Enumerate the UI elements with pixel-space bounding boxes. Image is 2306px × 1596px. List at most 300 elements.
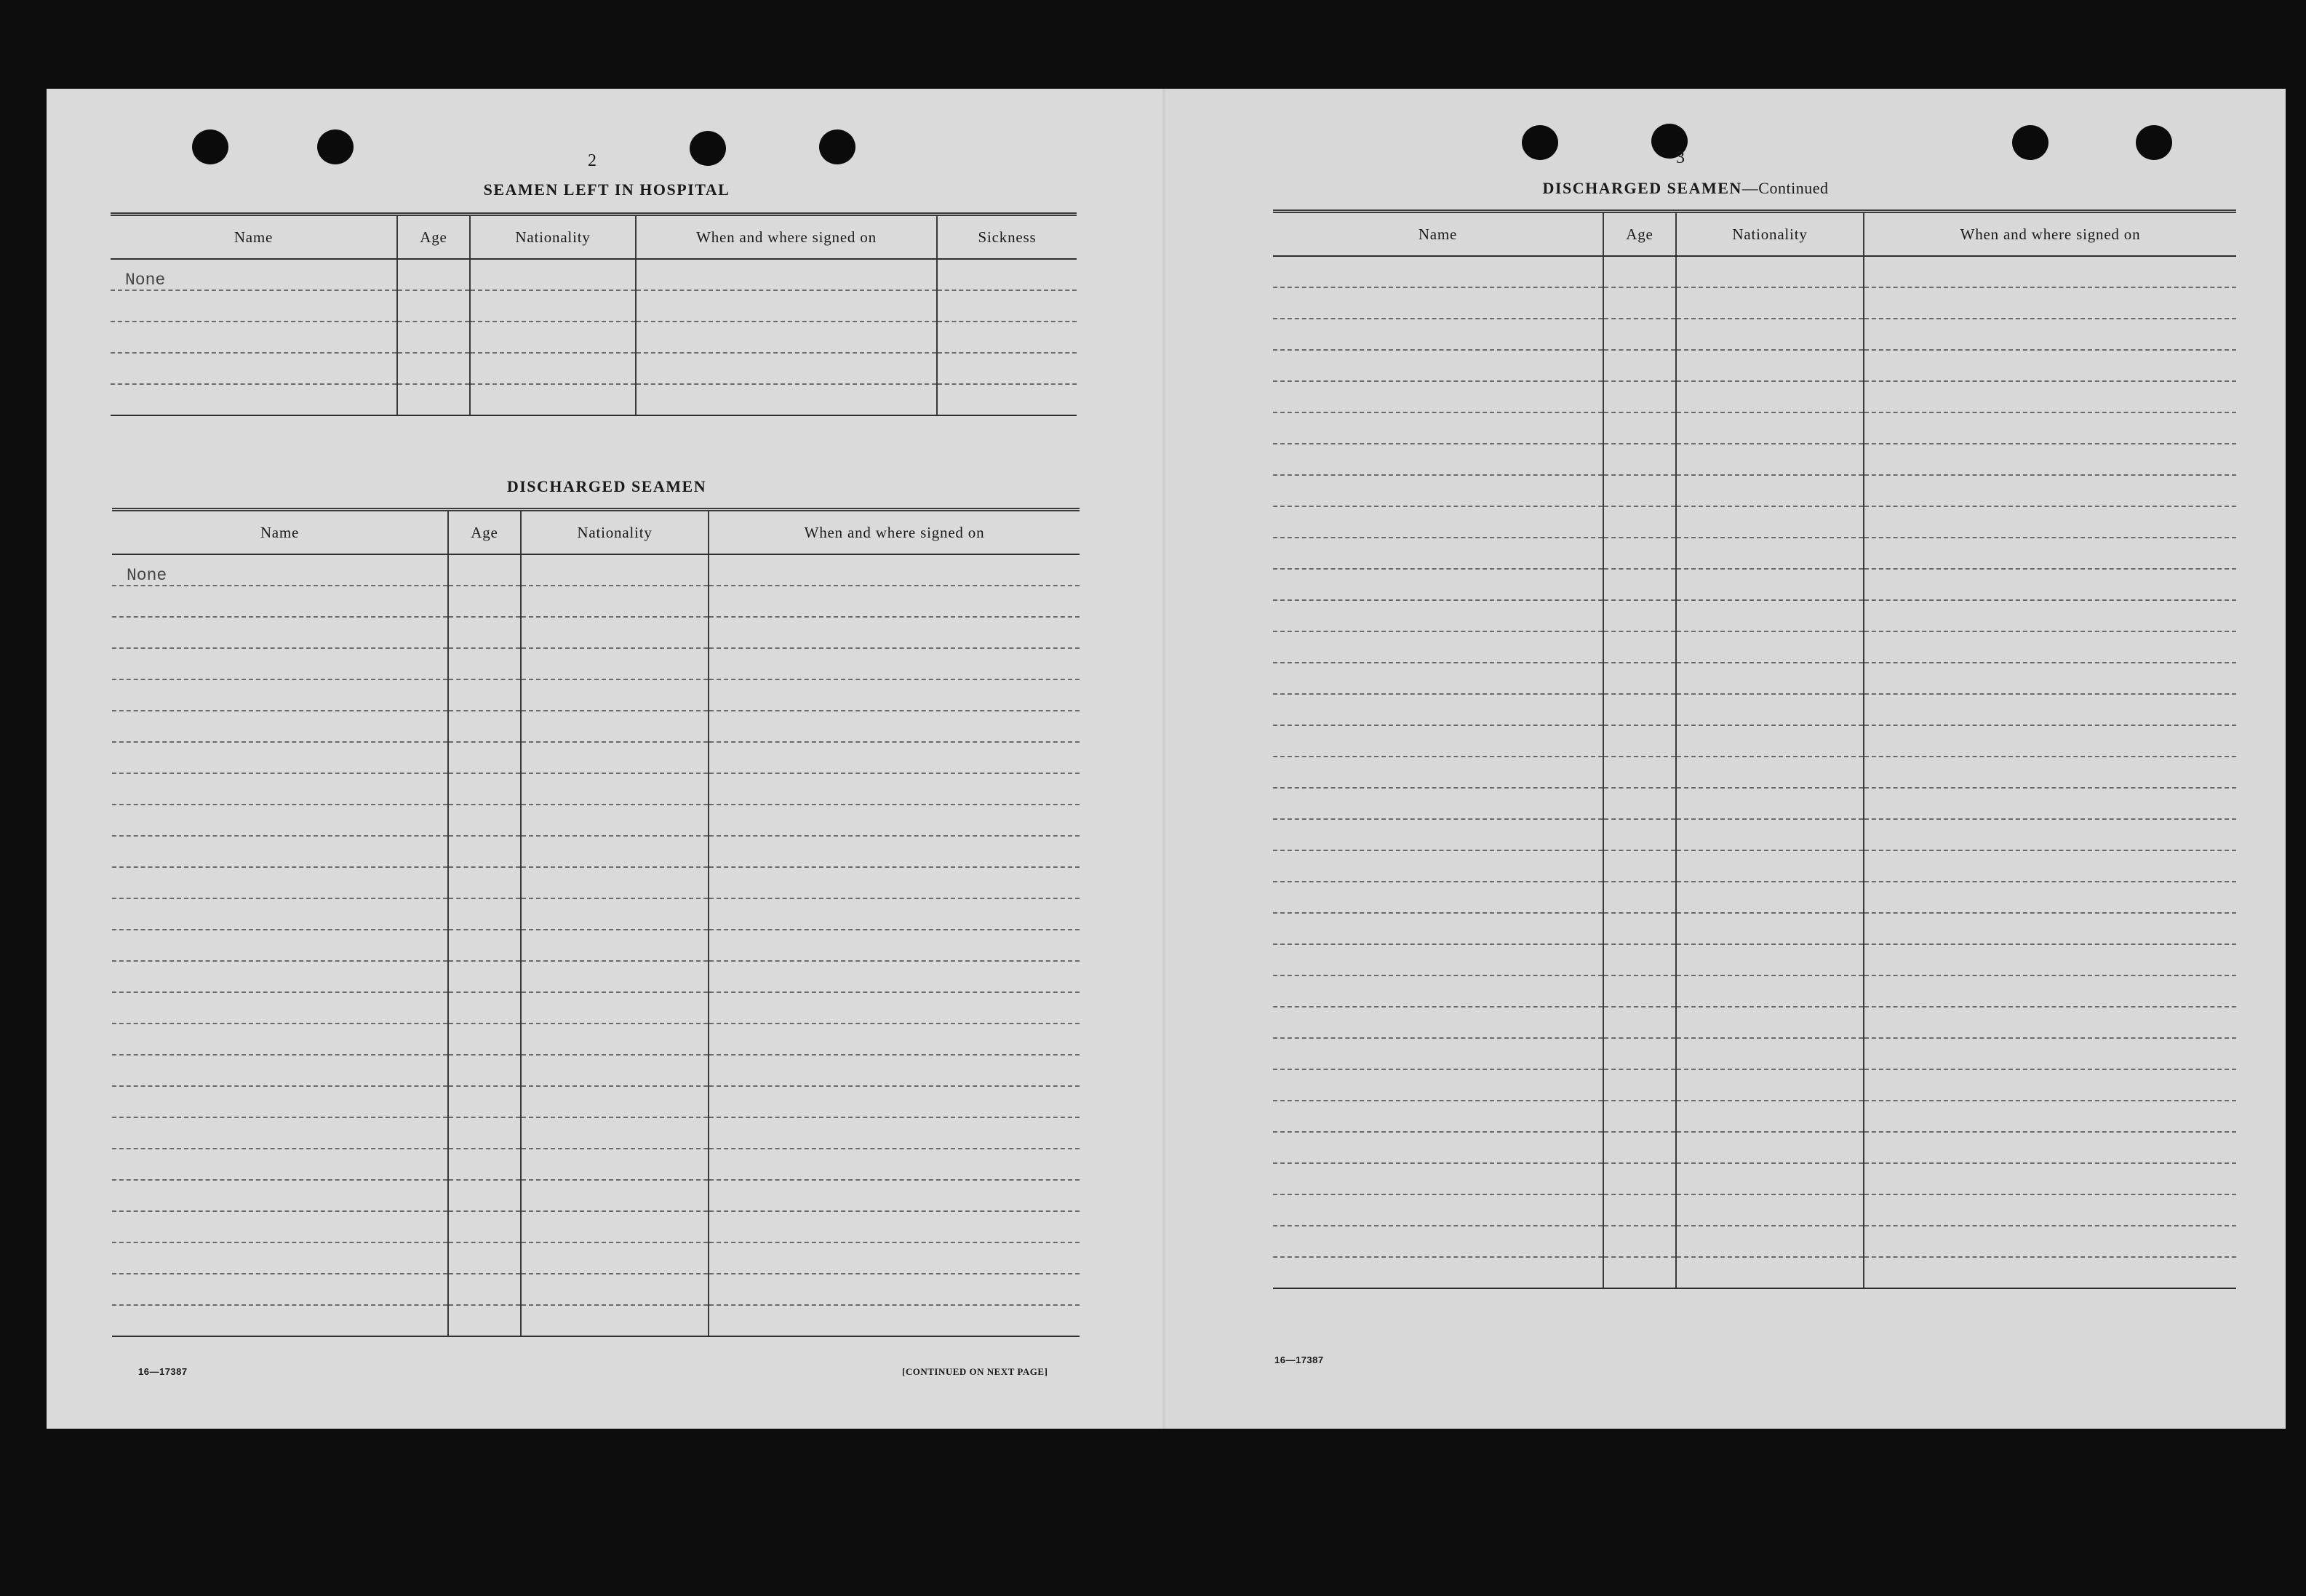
table-cell xyxy=(1676,1007,1864,1038)
table-cell xyxy=(521,867,709,898)
column-header: When and where signed on xyxy=(709,510,1080,555)
punch-hole xyxy=(2136,125,2172,160)
table-row xyxy=(1273,256,2236,287)
table-cell xyxy=(709,1086,1080,1117)
table-cell xyxy=(1676,350,1864,381)
table-cell xyxy=(521,1274,709,1305)
column-header: Nationality xyxy=(521,510,709,555)
table-row xyxy=(1273,1101,2236,1132)
table-row xyxy=(111,322,1077,353)
table-cell xyxy=(709,961,1080,992)
table-cell xyxy=(937,259,1077,290)
table-cell xyxy=(709,1024,1080,1055)
table-cell xyxy=(112,742,448,773)
table-cell xyxy=(1603,882,1676,913)
table-row xyxy=(112,1086,1080,1117)
table-cell xyxy=(112,961,448,992)
table-cell xyxy=(470,353,636,384)
table-cell xyxy=(112,1305,448,1336)
table-cell xyxy=(112,1242,448,1274)
table-cell xyxy=(112,867,448,898)
table-row xyxy=(112,1024,1080,1055)
table-row xyxy=(112,992,1080,1024)
table-cell xyxy=(112,1149,448,1180)
table-cell xyxy=(1864,1007,2236,1038)
table-row xyxy=(1273,1257,2236,1288)
table-cell xyxy=(709,1305,1080,1336)
table-cell xyxy=(1273,381,1603,412)
table-cell xyxy=(1676,287,1864,319)
table-row xyxy=(111,384,1077,415)
table-cell xyxy=(448,1242,521,1274)
table-cell xyxy=(521,1149,709,1180)
table-cell xyxy=(1676,569,1864,600)
column-header: Nationality xyxy=(1676,212,1864,257)
table-cell xyxy=(448,961,521,992)
table-cell xyxy=(112,1055,448,1086)
table-cell xyxy=(470,322,636,353)
table-cell xyxy=(1676,1132,1864,1163)
table-cell xyxy=(1676,381,1864,412)
table-cell xyxy=(1676,663,1864,694)
table-cell xyxy=(1864,1163,2236,1194)
table-cell xyxy=(709,805,1080,836)
table-cell xyxy=(112,711,448,742)
table-row xyxy=(112,1211,1080,1242)
table-cell xyxy=(1864,694,2236,725)
table-row xyxy=(1273,1069,2236,1101)
table-cell xyxy=(1273,412,1603,444)
table-row xyxy=(1273,913,2236,944)
discharged-table-body xyxy=(112,554,1080,1336)
table-cell xyxy=(1273,444,1603,475)
table-cell xyxy=(448,1055,521,1086)
table-cell xyxy=(1273,850,1603,882)
table-cell xyxy=(1864,757,2236,788)
table-row xyxy=(112,679,1080,711)
table-cell xyxy=(397,384,470,415)
table-cell xyxy=(709,554,1080,586)
table-cell xyxy=(1603,850,1676,882)
page-number: 2 xyxy=(588,151,597,170)
table-cell xyxy=(397,353,470,384)
table-cell xyxy=(521,961,709,992)
table-cell xyxy=(636,290,937,322)
table-cell xyxy=(1273,819,1603,850)
table-cell xyxy=(448,898,521,930)
table-cell xyxy=(1864,1069,2236,1101)
table-cell xyxy=(448,1117,521,1149)
table-cell xyxy=(397,259,470,290)
table-row xyxy=(112,1242,1080,1274)
table-cell xyxy=(1676,882,1864,913)
table-row xyxy=(112,898,1080,930)
table-cell xyxy=(1273,757,1603,788)
table-cell: None xyxy=(112,554,448,586)
column-header: When and where signed on xyxy=(636,215,937,260)
table-cell xyxy=(111,353,397,384)
table-cell xyxy=(1273,350,1603,381)
table-row xyxy=(1273,287,2236,319)
table-cell xyxy=(1603,475,1676,506)
table-cell xyxy=(1273,663,1603,694)
table-cell xyxy=(1273,944,1603,975)
table-cell xyxy=(709,1055,1080,1086)
table-cell xyxy=(112,1086,448,1117)
table-cell xyxy=(112,930,448,961)
table-cell xyxy=(1603,600,1676,631)
table-cell xyxy=(709,898,1080,930)
table-cell xyxy=(448,1024,521,1055)
table-cell xyxy=(1676,788,1864,819)
hospital-table xyxy=(111,212,1077,416)
table-cell xyxy=(112,679,448,711)
table-cell xyxy=(1864,381,2236,412)
table-cell xyxy=(1864,1101,2236,1132)
table-cell xyxy=(1864,975,2236,1007)
table-cell xyxy=(1864,1226,2236,1257)
section-title-main: DISCHARGED SEAMEN xyxy=(1542,179,1742,197)
table-cell xyxy=(1603,287,1676,319)
table-cell xyxy=(1273,506,1603,538)
table-row xyxy=(1273,506,2236,538)
table-cell xyxy=(521,1024,709,1055)
table-row xyxy=(1273,1038,2236,1069)
punch-hole xyxy=(690,131,726,166)
table-row xyxy=(1273,319,2236,350)
table-cell xyxy=(112,1274,448,1305)
column-header: Age xyxy=(397,215,470,260)
table-cell xyxy=(709,1211,1080,1242)
table-cell xyxy=(1603,631,1676,663)
table-cell xyxy=(1864,882,2236,913)
table-cell xyxy=(1676,1069,1864,1101)
table-cell xyxy=(1603,1038,1676,1069)
table-cell xyxy=(448,1305,521,1336)
table-cell xyxy=(1273,475,1603,506)
table-cell xyxy=(1676,944,1864,975)
table-cell xyxy=(1864,850,2236,882)
table-cell xyxy=(470,384,636,415)
table-cell xyxy=(112,898,448,930)
column-header: Name xyxy=(112,510,448,555)
table-cell xyxy=(1864,444,2236,475)
table-cell xyxy=(709,836,1080,867)
table-cell xyxy=(1273,1163,1603,1194)
table-cell xyxy=(448,773,521,805)
table-cell xyxy=(448,679,521,711)
punch-hole xyxy=(2012,125,2048,160)
table-cell xyxy=(1864,600,2236,631)
table-cell xyxy=(709,773,1080,805)
table-cell xyxy=(1273,975,1603,1007)
table-cell xyxy=(1864,350,2236,381)
table-cell xyxy=(448,1274,521,1305)
table-row xyxy=(112,711,1080,742)
discharged-continued-table-body xyxy=(1273,256,2236,1288)
discharged-table-header xyxy=(112,510,1080,555)
table-cell xyxy=(1864,287,2236,319)
table-row xyxy=(1273,381,2236,412)
table-cell xyxy=(1676,1257,1864,1288)
table-cell xyxy=(1676,319,1864,350)
discharged-table xyxy=(112,508,1080,1337)
table-cell xyxy=(521,1086,709,1117)
table-cell xyxy=(1273,913,1603,944)
table-cell xyxy=(1603,256,1676,287)
table-cell xyxy=(521,711,709,742)
table-cell xyxy=(1864,1194,2236,1226)
punch-hole xyxy=(819,129,855,164)
discharged-continued-table xyxy=(1273,210,2236,1289)
table-row xyxy=(1273,569,2236,600)
column-header: Name xyxy=(1273,212,1603,257)
table-row xyxy=(1273,475,2236,506)
table-cell xyxy=(1603,319,1676,350)
table-cell xyxy=(1676,757,1864,788)
table-cell xyxy=(1676,1226,1864,1257)
column-header: Sickness xyxy=(937,215,1077,260)
table-cell xyxy=(521,1305,709,1336)
table-cell xyxy=(112,992,448,1024)
table-row xyxy=(112,867,1080,898)
table-row xyxy=(1273,819,2236,850)
column-header: Nationality xyxy=(470,215,636,260)
table-row xyxy=(112,617,1080,648)
table-cell xyxy=(1273,1132,1603,1163)
punch-hole xyxy=(1522,125,1558,160)
table-cell xyxy=(1273,725,1603,757)
table-row xyxy=(1273,1007,2236,1038)
table-cell xyxy=(1676,538,1864,569)
table-cell xyxy=(1273,287,1603,319)
table-cell xyxy=(636,384,937,415)
table-cell xyxy=(937,353,1077,384)
table-cell xyxy=(1273,882,1603,913)
table-row xyxy=(1273,1132,2236,1163)
table-cell xyxy=(112,617,448,648)
table-cell xyxy=(1864,319,2236,350)
table-row xyxy=(112,1149,1080,1180)
hospital-table-header xyxy=(111,215,1077,260)
punch-hole xyxy=(192,129,228,164)
right-page xyxy=(1165,89,2286,1429)
table-cell xyxy=(521,742,709,773)
table-cell xyxy=(1273,631,1603,663)
table-cell xyxy=(1676,475,1864,506)
table-row xyxy=(1273,350,2236,381)
table-cell xyxy=(709,1180,1080,1211)
table-cell xyxy=(521,836,709,867)
table-cell xyxy=(1273,1069,1603,1101)
table-cell xyxy=(1603,663,1676,694)
table-cell xyxy=(1864,475,2236,506)
table-cell xyxy=(1603,506,1676,538)
scanned-document-sheet xyxy=(47,89,2286,1429)
table-cell xyxy=(937,322,1077,353)
column-header: Age xyxy=(1603,212,1676,257)
table-row xyxy=(1273,631,2236,663)
table-cell xyxy=(397,290,470,322)
table-cell xyxy=(1676,256,1864,287)
table-row xyxy=(1273,975,2236,1007)
table-cell xyxy=(1864,538,2236,569)
column-header: Name xyxy=(111,215,397,260)
table-cell xyxy=(1676,819,1864,850)
table-cell xyxy=(1676,725,1864,757)
table-cell xyxy=(1864,944,2236,975)
table-cell xyxy=(448,1086,521,1117)
table-cell xyxy=(448,930,521,961)
table-cell xyxy=(1603,412,1676,444)
table-cell xyxy=(521,1117,709,1149)
table-row xyxy=(112,773,1080,805)
table-cell: None xyxy=(111,259,397,290)
table-cell xyxy=(1273,1007,1603,1038)
table-cell xyxy=(1603,1132,1676,1163)
table-cell xyxy=(1676,850,1864,882)
page-number: 3 xyxy=(1676,148,1685,167)
table-cell xyxy=(1273,1038,1603,1069)
table-cell xyxy=(709,992,1080,1024)
table-cell xyxy=(1676,506,1864,538)
table-cell xyxy=(1864,506,2236,538)
table-cell xyxy=(1603,944,1676,975)
table-row xyxy=(111,290,1077,322)
form-code: 16—17387 xyxy=(138,1366,188,1377)
table-cell xyxy=(1676,913,1864,944)
table-row xyxy=(1273,725,2236,757)
table-cell xyxy=(448,586,521,617)
table-row xyxy=(112,1180,1080,1211)
punch-hole xyxy=(317,129,354,164)
table-cell xyxy=(1273,319,1603,350)
table-cell xyxy=(636,353,937,384)
table-cell xyxy=(1273,788,1603,819)
discharged-continued-table-header xyxy=(1273,212,2236,257)
table-cell xyxy=(521,1055,709,1086)
table-cell xyxy=(1676,1101,1864,1132)
table-cell xyxy=(112,805,448,836)
table-cell xyxy=(1273,1257,1603,1288)
table-row xyxy=(112,930,1080,961)
table-cell xyxy=(1676,1163,1864,1194)
table-cell xyxy=(521,586,709,617)
table-row xyxy=(111,259,1077,290)
table-cell xyxy=(111,290,397,322)
table-cell xyxy=(112,648,448,679)
table-cell xyxy=(1603,725,1676,757)
table-row xyxy=(112,1274,1080,1305)
hospital-section-title: SEAMEN LEFT IN HOSPITAL xyxy=(483,180,730,199)
table-cell xyxy=(1603,975,1676,1007)
table-cell xyxy=(112,773,448,805)
table-cell xyxy=(1676,694,1864,725)
table-row xyxy=(111,353,1077,384)
table-row xyxy=(1273,850,2236,882)
table-cell xyxy=(112,1117,448,1149)
discharged-section-title: DISCHARGED SEAMEN xyxy=(506,477,707,495)
table-cell xyxy=(1603,350,1676,381)
table-row xyxy=(112,836,1080,867)
table-cell xyxy=(1603,1069,1676,1101)
table-row xyxy=(1273,663,2236,694)
table-cell xyxy=(1603,1101,1676,1132)
table-row xyxy=(112,1055,1080,1086)
table-cell xyxy=(937,384,1077,415)
table-cell xyxy=(709,711,1080,742)
table-cell xyxy=(448,1180,521,1211)
table-cell xyxy=(709,679,1080,711)
table-cell xyxy=(709,1274,1080,1305)
table-cell xyxy=(1603,1194,1676,1226)
table-row xyxy=(1273,788,2236,819)
table-cell xyxy=(1864,569,2236,600)
table-cell xyxy=(1864,913,2236,944)
column-header: When and where signed on xyxy=(1864,212,2236,257)
table-cell xyxy=(1603,1257,1676,1288)
table-cell xyxy=(1864,1257,2236,1288)
table-cell xyxy=(709,617,1080,648)
table-cell xyxy=(937,290,1077,322)
table-row xyxy=(1273,882,2236,913)
table-cell xyxy=(521,1180,709,1211)
table-cell xyxy=(112,1211,448,1242)
table-cell xyxy=(521,930,709,961)
table-cell xyxy=(521,554,709,586)
table-cell xyxy=(709,1242,1080,1274)
table-cell xyxy=(1273,694,1603,725)
table-cell xyxy=(709,930,1080,961)
table-row xyxy=(1273,944,2236,975)
table-cell xyxy=(1603,1007,1676,1038)
table-cell xyxy=(709,1149,1080,1180)
table-cell xyxy=(521,773,709,805)
table-row xyxy=(1273,1194,2236,1226)
table-cell xyxy=(1603,444,1676,475)
table-cell xyxy=(112,1180,448,1211)
table-cell xyxy=(1864,819,2236,850)
table-cell xyxy=(521,679,709,711)
table-cell xyxy=(521,1242,709,1274)
table-cell xyxy=(1603,538,1676,569)
table-cell xyxy=(1864,256,2236,287)
table-cell xyxy=(112,586,448,617)
table-cell xyxy=(1864,1132,2236,1163)
table-cell xyxy=(636,322,937,353)
table-cell xyxy=(1603,788,1676,819)
table-cell xyxy=(111,322,397,353)
table-row xyxy=(1273,412,2236,444)
table-cell xyxy=(1864,788,2236,819)
table-cell xyxy=(709,742,1080,773)
table-cell xyxy=(521,648,709,679)
table-cell xyxy=(1864,725,2236,757)
table-row xyxy=(1273,1226,2236,1257)
table-cell xyxy=(1603,381,1676,412)
table-cell xyxy=(1603,1226,1676,1257)
table-cell xyxy=(1676,1194,1864,1226)
form-code: 16—17387 xyxy=(1274,1354,1324,1365)
table-cell xyxy=(521,805,709,836)
table-row xyxy=(112,1117,1080,1149)
table-cell xyxy=(1273,569,1603,600)
table-cell xyxy=(1603,694,1676,725)
table-row xyxy=(1273,600,2236,631)
table-cell xyxy=(448,1211,521,1242)
table-cell xyxy=(1273,256,1603,287)
table-cell xyxy=(1603,913,1676,944)
